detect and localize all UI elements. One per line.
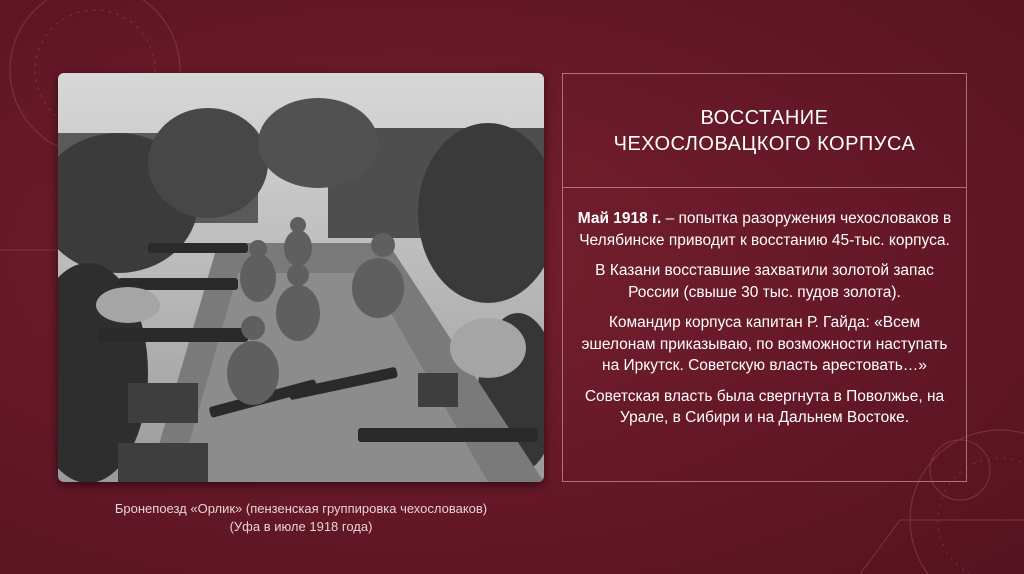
paragraph bbox=[571, 260, 958, 303]
paragraph-date: Май 1918 г. bbox=[577, 210, 662, 227]
photo-caption-line: (Уфа в июле 1918 года) bbox=[229, 519, 373, 534]
paragraph-text: Советская власть была свергнута в Поволжье, на Урале, в Сибири и на Дальнем Востоке. bbox=[584, 387, 945, 426]
paragraph bbox=[571, 312, 958, 377]
paragraph bbox=[571, 386, 958, 429]
paragraph bbox=[571, 208, 958, 251]
photo-caption bbox=[58, 500, 544, 536]
paragraph-text: В Казани восставшие захватили золотой запас России (свыше 30 тыс. пудов золота). bbox=[595, 262, 934, 301]
historical-photo bbox=[58, 73, 544, 482]
photo-caption-line: Бронепоезд «Орлик» (пензенская группировка чехословаков) bbox=[114, 501, 488, 516]
slide-title-line: ЧЕХОСЛОВАЦКОГО КОРПУСА bbox=[613, 132, 916, 155]
slide-title-line: ВОССТАНИЕ bbox=[700, 106, 829, 129]
paragraph-text: Командир корпуса капитан Р. Гайда: «Всем эшелонам приказываю, по возможности наступать на Иркутск. Советскую власть арестовать…» bbox=[581, 314, 948, 374]
content-box bbox=[562, 73, 967, 482]
paragraph-text: – попытка разоружения чехословаков в Челябинске приводит к восстанию 45-тыс. корпуса. bbox=[579, 210, 952, 249]
slide-body bbox=[563, 188, 966, 429]
slide-title bbox=[563, 74, 966, 188]
historical-photo-armored-train-icon bbox=[58, 73, 544, 482]
